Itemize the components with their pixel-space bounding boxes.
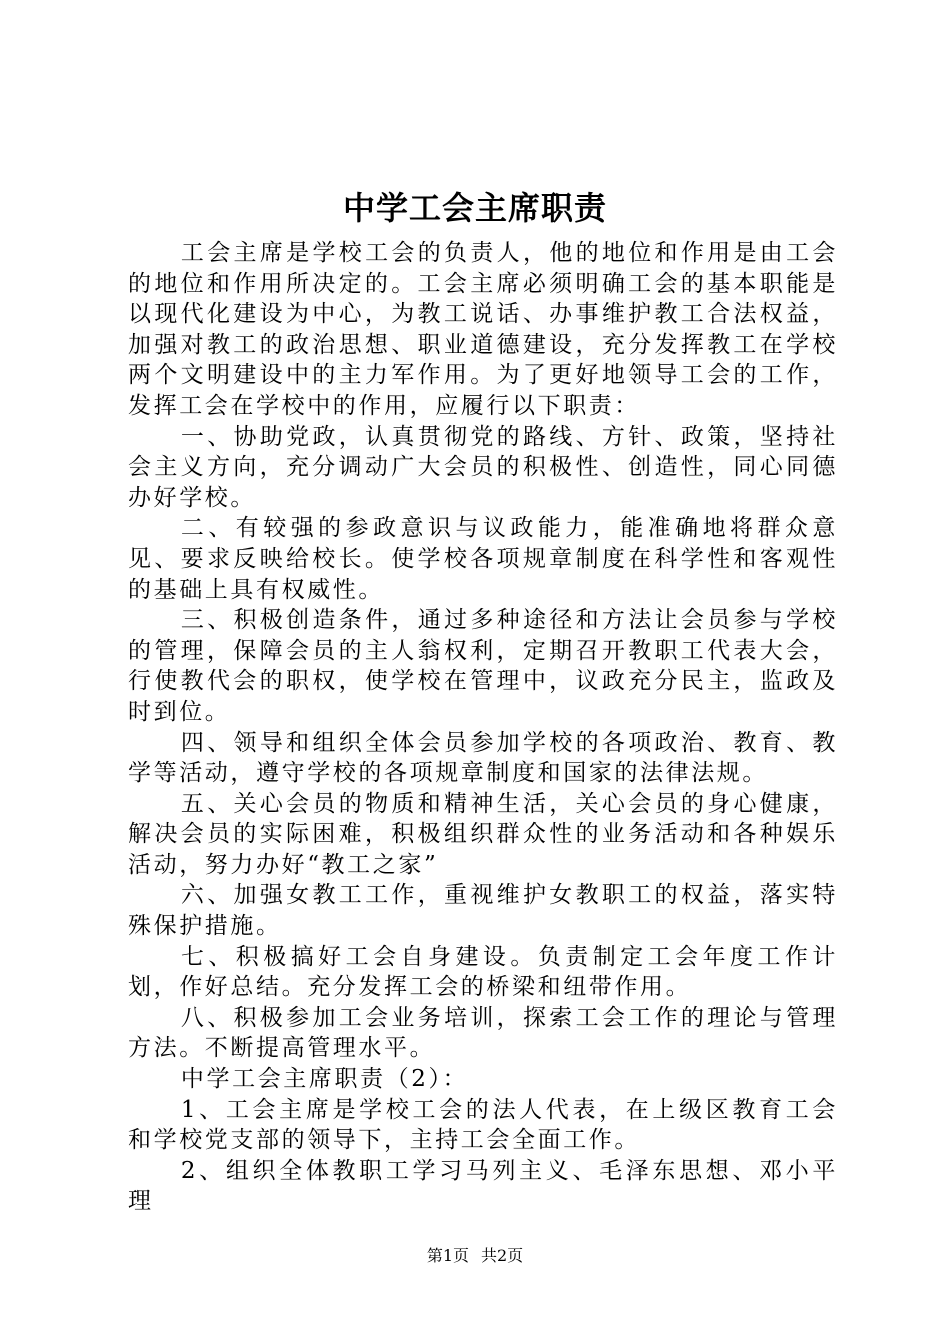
page-footer [0,1244,950,1268]
duty-item-1: 一、协助党政，认真贯彻党的路线、方针、政策，坚持社会主义方向，充分调动广大会员的积极性、创造性，同心同德办好学校。 [128,423,838,511]
duty-item-3: 三、积极创造条件，通过多种途径和方法让会员参与学校的管理，保障会员的主人翁权利，定期召开教职工代表大会，行使教代会的职权，使学校在管理中，议政充分民主，监政及时到位。 [128,607,838,725]
document-title: 中学工会主席职责 [342,189,607,227]
section2-item-2: 2、组织全体教职工学习马列主义、毛泽东思想、邓小平理 [128,1157,838,1215]
intro-paragraph: 工会主席是学校工会的负责人，他的地位和作用是由工会的地位和作用所决定的。工会主席必须明确工会的基本职能是以现代化建设为中心，为教工说话、办事维护教工合法权益，加强对教工的政治思想、职业道德建设，充分发挥教工在学校两个文明建设中的主力军作用。为了更好地领导工会的工作，发挥工会在学校中的作用，应履行以下职责： [128,240,838,419]
page-total: 共2页 [481,1246,524,1265]
section2-item-1: 1、工会主席是学校工会的法人代表，在上级区教育工会和学校党支部的领导下，主持工会全面工作。 [128,1096,838,1154]
page-number: 第1页 [426,1246,469,1265]
duty-item-4: 四、领导和组织全体会员参加学校的各项政治、教育、教学等活动，遵守学校的各项规章制度和国家的法律法规。 [128,729,838,787]
section-heading-2: 中学工会主席职责（2）： [180,1066,469,1093]
duty-item-6: 六、加强女教工工作，重视维护女教职工的权益，落实特殊保护措施。 [128,882,838,940]
duty-item-5: 五、关心会员的物质和精神生活，关心会员的身心健康，解决会员的实际困难，积极组织群众性的业务活动和各种娱乐活动，努力办好“教工之家” [128,790,838,878]
duty-item-8: 八、积极参加工会业务培训，探索工会工作的理论与管理方法。不断提高管理水平。 [128,1004,838,1062]
duty-item-2: 二、有较强的参政意识与议政能力，能准确地将群众意见、要求反映给校长。使学校各项规章制度在科学性和客观性的基础上具有权威性。 [128,515,838,603]
document-body [128,238,838,1217]
duty-item-7: 七、积极搞好工会自身建设。负责制定工会年度工作计划，作好总结。充分发挥工会的桥梁和纽带作用。 [128,943,838,1001]
